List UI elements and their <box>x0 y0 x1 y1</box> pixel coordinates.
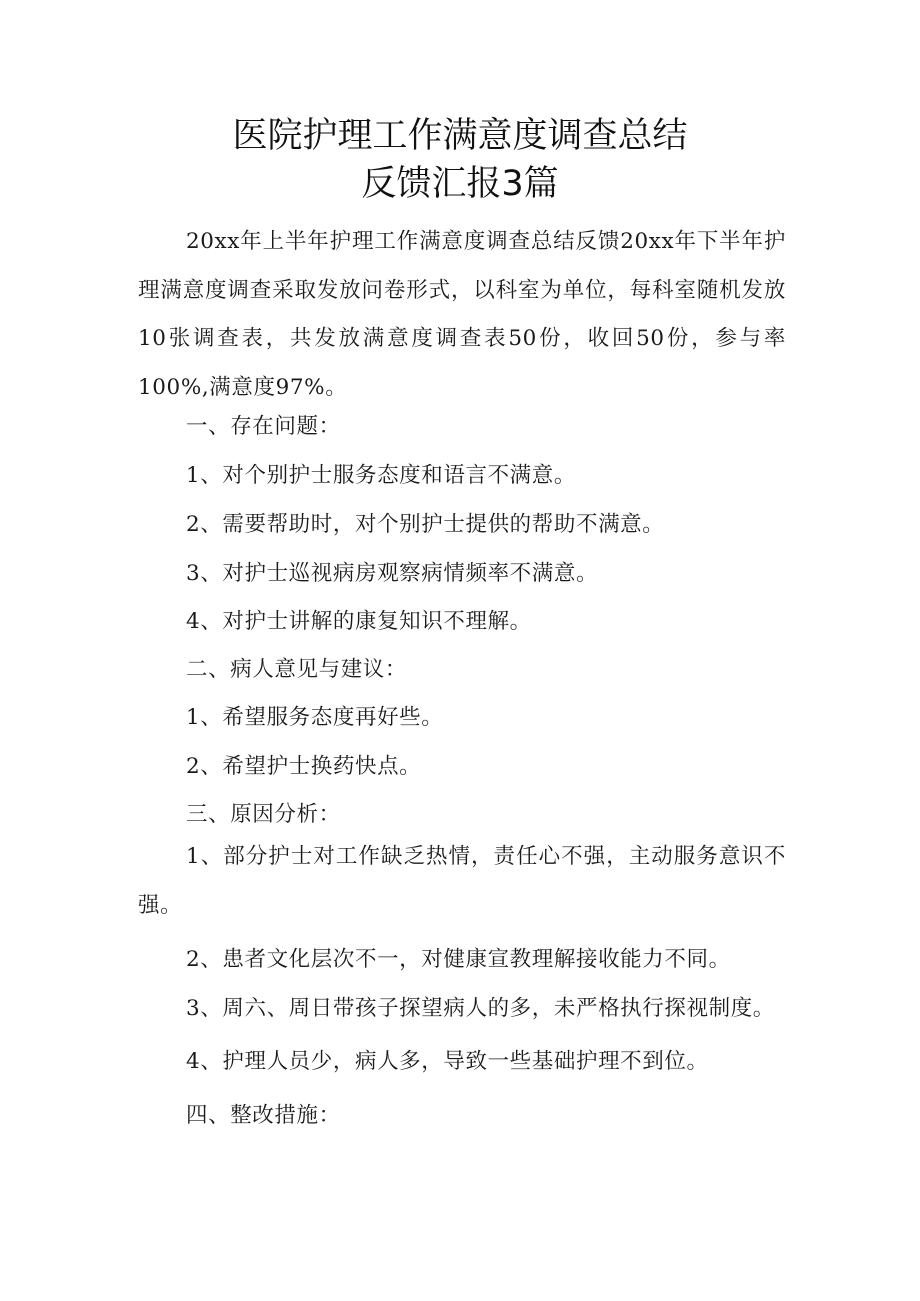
section-1-item-2: 2、需要帮助时，对个别护士提供的帮助不满意。 <box>186 512 665 537</box>
section-1-item-4: 4、对护士讲解的康复知识不理解。 <box>186 609 532 634</box>
section-2-item-2: 2、希望护士换药快点。 <box>186 754 422 779</box>
section-1-item-3: 3、对护士巡视病房观察病情频率不满意。 <box>186 561 599 586</box>
section-3-item-2: 2、患者文化层次不一，对健康宣教理解接收能力不同。 <box>186 947 731 972</box>
section-1-item-1: 1、对个别护士服务态度和语言不满意。 <box>186 463 576 488</box>
section-2-item-1: 1、希望服务态度再好些。 <box>186 705 444 730</box>
section-1-heading: 一、存在问题： <box>186 414 341 439</box>
section-4-heading: 四、整改措施： <box>186 1103 341 1128</box>
intro-paragraph: 20xx年上半年护理工作满意度调查总结反馈20xx年下半年护理满意度调查采取发放问卷形式，以科室为单位，每科室随机发放10张调查表，共发放满意度调查表50份，收回50份，参与率100%,满意度97%。 <box>138 229 786 400</box>
document-title-line-2: 反馈汇报3篇 <box>361 164 559 204</box>
section-3-heading: 三、原因分析： <box>186 802 341 827</box>
document-title-line-1: 医院护理工作满意度调查总结 <box>232 116 688 156</box>
section-3-item-1: 1、部分护士对工作缺乏热情，责任心不强，主动服务意识不强。 <box>138 844 786 918</box>
section-2-heading: 二、病人意见与建议： <box>186 657 408 682</box>
section-3-item-3: 3、周六、周日带孩子探望病人的多，未严格执行探视制度。 <box>186 996 775 1021</box>
section-3-item-4: 4、护理人员少，病人多，导致一些基础护理不到位。 <box>186 1049 709 1074</box>
